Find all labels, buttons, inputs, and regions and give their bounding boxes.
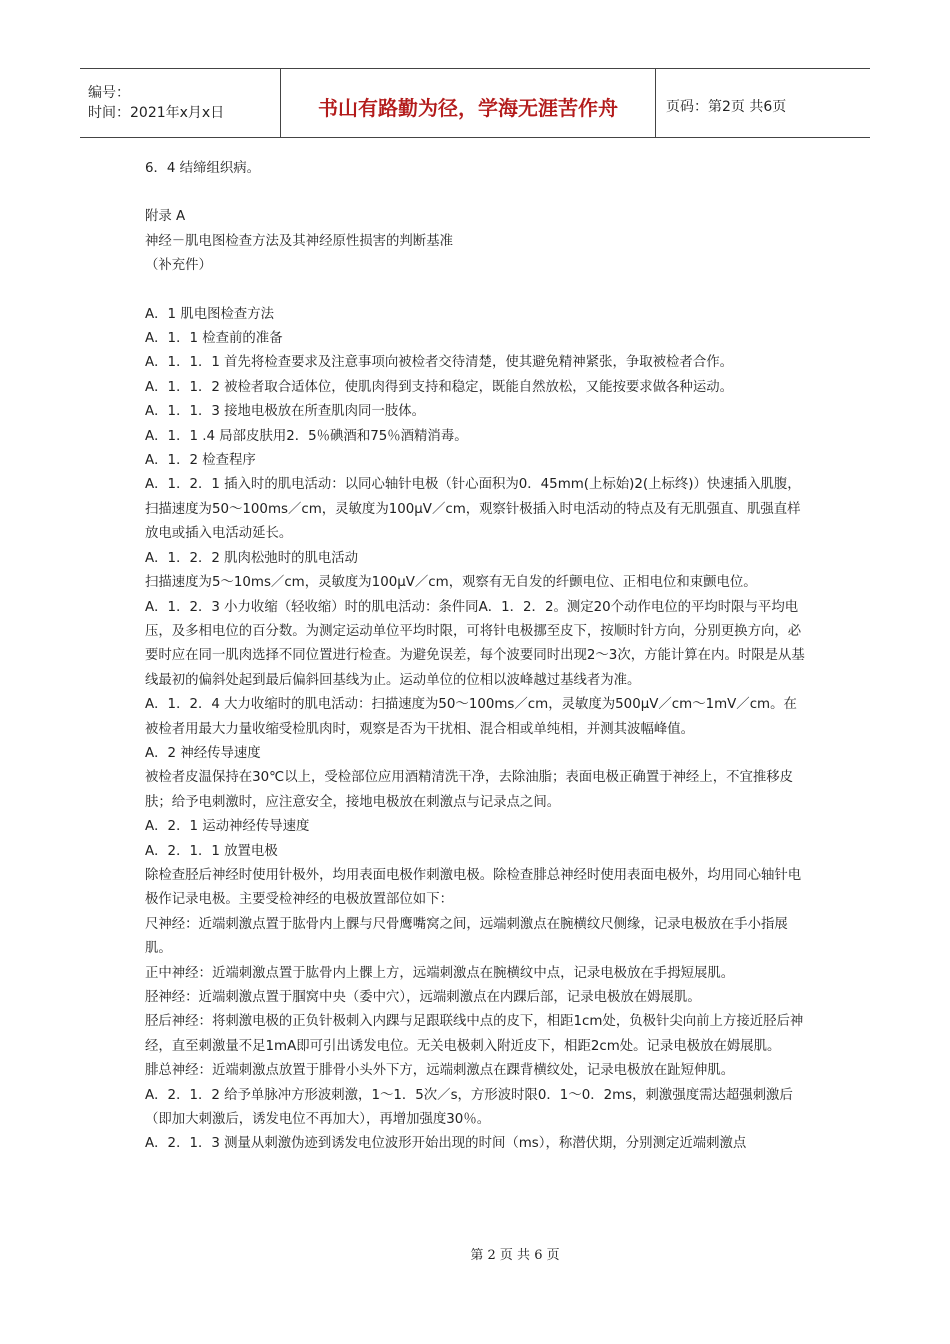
page-header — [80, 68, 870, 138]
paragraph: A．2．1．2 给予单脉冲方形波刺激，1～1．5次／s，方形波时限0．1～0．2ms，刺激强度需达超强刺激后（即加大刺激后，诱发电位不再加大），再增加强度30％。 — [145, 1087, 793, 1128]
page-footer: 第 2 页 共 6 页 — [470, 1248, 560, 1263]
paragraph: 6．4 结缔组织病。 — [145, 161, 261, 176]
paragraph: A．2．1．3 测量从刺激伪迹到诱发电位波形开始出现的时间（ms），称潜伏期，分别测定近端刺激点 — [145, 1136, 747, 1152]
paragraph: A．1．1．2 被检者取合适体位，使肌肉得到支持和稳定，既能自然放松，又能按要求做各种运动。 — [145, 379, 733, 395]
paragraph: A．1．1．3 接地电极放在所查肌肉同一肢体。 — [145, 404, 426, 420]
header-meta — [80, 69, 280, 137]
paragraph: A．1 肌电图检查方法 — [145, 306, 275, 322]
paragraph: 除检查胫后神经时使用针极外，均用表面电极作刺激电极。除检查腓总神经时使用表面电极外，均用同心轴针电极作记录电极。主要受检神经的电极放置部位如下： — [145, 867, 802, 908]
header-page-info — [656, 69, 870, 137]
motto-text: 书山有路勤为径，学海无涯苦作舟 — [318, 95, 618, 120]
header-motto — [280, 69, 656, 137]
paragraph: 被检者皮温保持在30℃以上，受检部位应用酒精清洗干净，去除油脂；表面电极正确置于神经上，不宜推移皮肤；给予电刺激时，应注意安全，接地电极放在刺激点与记录点之间。 — [145, 770, 794, 810]
paragraph: 腓总神经：近端刺激点放置于腓骨小头外下方，远端刺激点在踝背横纹处，记录电极放在趾短伸肌。 — [145, 1063, 735, 1079]
paragraph: 尺神经：近端刺激点置于肱骨内上髁与尺骨鹰嘴窝之间，远端刺激点在腕横纹尺侧缘，记录电极放在手小指展肌。 — [145, 916, 788, 957]
paragraph: 胫后神经：将刺激电极的正负针极刺入内踝与足跟联线中点的皮下，相距1cm处，负极针尖向前上方接近胫后神经，直至刺激量不足1mA即可引出诱发电位。无关电极刺入附近皮下，相距2cm处。记录电极放在姆展肌。 — [145, 1014, 804, 1054]
paragraph: 扫描速度为5～10ms／cm，灵敏度为100μV／cm，观察有无自发的纤颤电位、正相电位和束颤电位。 — [145, 575, 757, 591]
paragraph-spacer — [145, 181, 810, 205]
paragraph: A．2 神经传导速度 — [145, 745, 261, 761]
paragraph: 胫神经：近端刺激点置于腘窝中央（委中穴），远端刺激点在内踝后部，记录电极放在姆展肌。 — [145, 990, 701, 1005]
paragraph: A．1．2．4 大力收缩时的肌电活动：扫描速度为50～100ms／cm，灵敏度为500μV／cm～1mV／cm。在被检者用最大力量收缩受检肌肉时，观察是否为干扰相、混合相或单纯相，并测其波幅峰值。 — [145, 697, 797, 737]
paragraph: 附录 A — [145, 209, 186, 225]
paragraph-spacer — [145, 279, 810, 303]
paragraph: （补充件） — [145, 258, 212, 274]
paragraph: A．1．2．1 插入时的肌电活动：以同心轴针电极（针心面积为0．45mm(上标始)2(上标终)）快速插入肌腹，扫描速度为50～100ms／cm，灵敏度为100μV／cm，观察针极插入时电活动的特点及有无肌强直、肌强直样放电或插入电活动延长。 — [145, 477, 801, 542]
paragraph: A．2．1．1 放置电极 — [145, 843, 278, 859]
paragraph: A．1．1．1 首先将检查要求及注意事项向被检者交待清楚，使其避免精神紧张，争取被检者合作。 — [145, 355, 733, 371]
paragraph: A．1．2 检查程序 — [145, 453, 256, 469]
paragraph: A．1．1 .4 局部皮肤用2．5％碘酒和75％酒精消毒。 — [145, 428, 468, 444]
document-body — [145, 157, 810, 1157]
paragraph: A．1．1 检查前的准备 — [145, 331, 283, 347]
paragraph: A．1．2．3 小力收缩（轻收缩）时的肌电活动：条件同A．1．2．2。测定20个动作电位的平均时限与平均电压，及多相电位的百分数。为测定运动单位平均时限，可将针电极挪至皮下，按顺时针方向，分别更换方向，必要时应在同一肌肉选择不同位置进行检查。为避免误差，每个波要同时出现2～3次，方能计算在内。时限是从基线最初的偏斜处起到最后偏斜回基线为止。运动单位的位相以波峰越过基线者为准。 — [145, 599, 805, 688]
page-info-text: 页码：第2页 共6页 — [666, 99, 787, 115]
paragraph: A．2．1 运动神经传导速度 — [145, 819, 310, 835]
paragraph: 正中神经：近端刺激点置于肱骨内上髁上方，远端刺激点在腕横纹中点，记录电极放在手拇短展肌。 — [145, 965, 735, 981]
document-date: 时间：2021年x月x日 — [88, 105, 225, 121]
paragraph: 神经－肌电图检查方法及其神经原性损害的判断基准 — [145, 233, 453, 249]
document-number: 编号： — [88, 85, 130, 101]
paragraph: A．1．2．2 肌肉松弛时的肌电活动 — [145, 550, 359, 566]
